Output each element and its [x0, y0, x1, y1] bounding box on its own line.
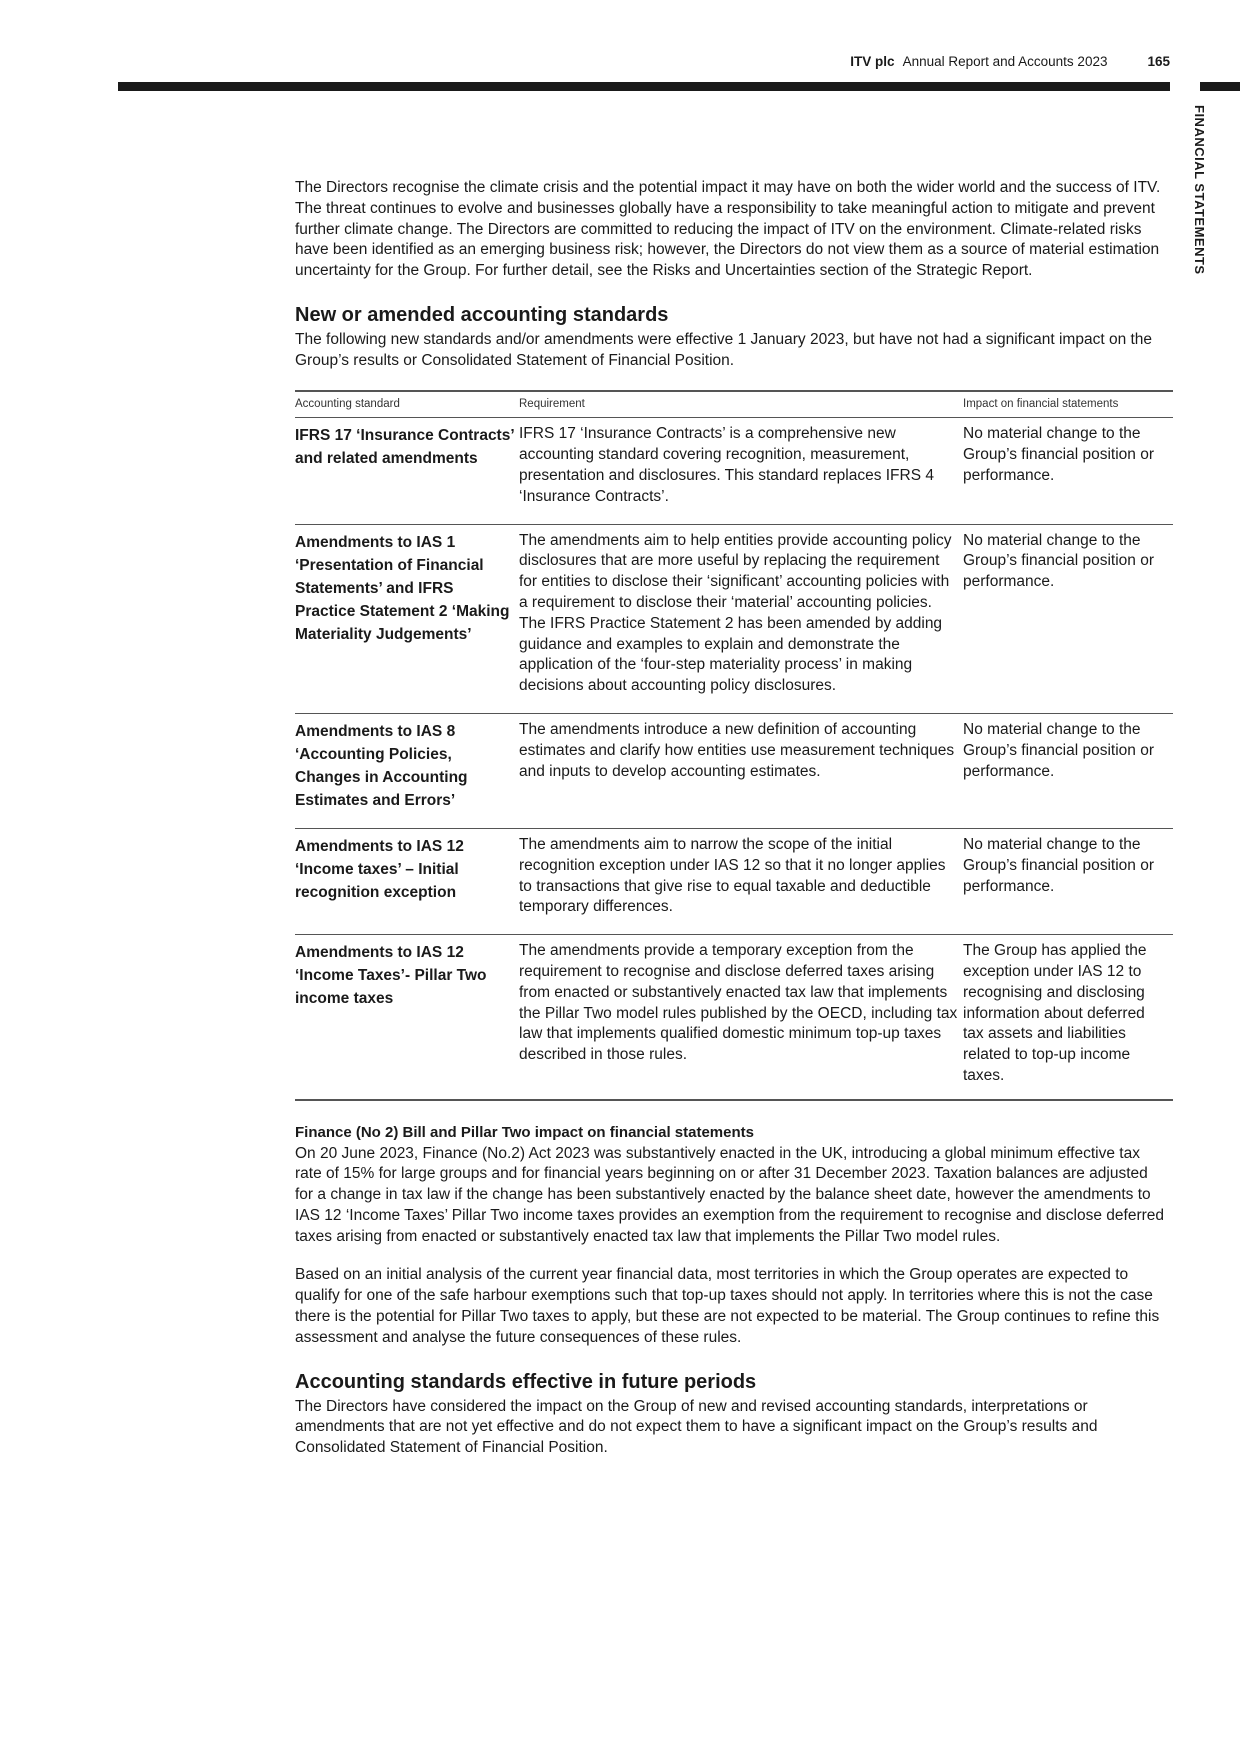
future-standards-paragraph: The Directors have considered the impact on the Group of new and revised accounting standards, interpretations or amendments that are not yet effective and do not expect them to have a significant impact on the Group’s results and Consolidated Statement of Financial Position. [295, 1397, 1098, 1457]
impact-cell: No material change to the Group’s financial position or performance. [963, 828, 1173, 934]
future-standards-heading: Accounting standards effective in future periods [295, 1370, 757, 1393]
pillar-two-heading: Finance (No 2) Bill and Pillar Two impact on financial statements [295, 1123, 754, 1141]
page-number: 165 [1147, 54, 1170, 69]
standard-cell: Amendments to IAS 1 ‘Presentation of Financial Statements’ and IFRS Practice Statement 2 ‘Making Materiality Judgements’ [295, 524, 519, 713]
report-title: Annual Report and Accounts 2023 [902, 54, 1108, 69]
column-header-impact: Impact on financial statements [963, 391, 1173, 418]
section-tab-rule [1200, 82, 1240, 91]
table-row [295, 828, 1173, 934]
standards-table [295, 390, 1173, 1101]
standard-cell: Amendments to IAS 8 ‘Accounting Policies, Changes in Accounting Estimates and Errors’ [295, 713, 519, 828]
main-content [295, 178, 1165, 1459]
pillar-two-paragraph-2: Based on an initial analysis of the current year financial data, most territories in which the Group operates are expected to qualify for one of the safe harbour exemptions such that top-up taxes should not apply. In territories where this is not the case there is the potential for Pillar Two taxes to apply, but these are not expected to be material. The Group continues to refine this assessment and analyse the future consequences of these rules. [295, 1266, 1160, 1346]
column-header-standard: Accounting standard [295, 391, 519, 418]
standard-cell: Amendments to IAS 12 ‘Income taxes’ – Initial recognition exception [295, 828, 519, 934]
requirement-cell: IFRS 17 ‘Insurance Contracts’ is a comprehensive new accounting standard covering recognition, measurement, presentation and disclosures. This standard replaces IFRS 4 ‘Insurance Contracts’. [519, 418, 963, 524]
standard-cell: Amendments to IAS 12 ‘Income Taxes’- Pillar Two income taxes [295, 935, 519, 1100]
impact-cell: No material change to the Group’s financial position or performance. [963, 418, 1173, 524]
pillar-two-section [295, 1123, 1165, 1349]
column-header-requirement: Requirement [519, 391, 963, 418]
impact-cell: The Group has applied the exception under IAS 12 to recognising and disclosing information about deferred tax assets and liabilities related to top-up income taxes. [963, 935, 1173, 1100]
table-header-row [295, 391, 1173, 418]
requirement-cell: The amendments introduce a new definition of accounting estimates and clarify how entities use measurement techniques and inputs to develop accounting estimates. [519, 713, 963, 828]
requirement-cell: The amendments aim to narrow the scope of the initial recognition exception under IAS 12 so that it no longer applies to transactions that give rise to equal taxable and deductible temporary differences. [519, 828, 963, 934]
standard-cell: IFRS 17 ‘Insurance Contracts’ and related amendments [295, 418, 519, 524]
impact-cell: No material change to the Group’s financial position or performance. [963, 524, 1173, 713]
header-rule [118, 82, 1170, 91]
table-row [295, 713, 1173, 828]
new-standards-intro: The following new standards and/or amendments were effective 1 January 2023, but have not had a significant impact on the Group’s results or Consolidated Statement of Financial Position. [295, 330, 1153, 369]
table-row [295, 935, 1173, 1100]
impact-cell: No material change to the Group’s financial position or performance. [963, 713, 1173, 828]
table-row [295, 418, 1173, 524]
new-standards-heading: New or amended accounting standards [295, 303, 669, 326]
requirement-cell: The amendments aim to help entities provide accounting policy disclosures that are more useful by replacing the requirement for entities to disclose their ‘significant’ accounting policies with a requirement to disclose their ‘material’ accounting policies. The IFRS Practice Statement 2 has been amended by adding guidance and examples to explain and demonstrate the application of the ‘four-step materiality process’ in making decisions about accounting policy disclosures. [519, 524, 963, 713]
pillar-two-paragraph-1: On 20 June 2023, Finance (No.2) Act 2023 was substantively enacted in the UK, introducing a global minimum effective tax rate of 15% for large groups and for financial years beginning on or after 31 December 2023. Taxation balances are adjusted for a change in tax law if the change has been substantively enacted by the balance sheet date, however the amendments to IAS 12 ‘Income Taxes’ Pillar Two income taxes provides an exemption from the requirement to recognise and disclose deferred taxes arising from enacted or substantively enacted tax law that implements the Pillar Two model rules. [295, 1144, 1165, 1245]
page-header [850, 54, 1170, 69]
requirement-cell: The amendments provide a temporary exception from the requirement to recognise and disclose deferred taxes arising from enacted or substantively enacted tax law that implements the Pillar Two model rules published by the OECD, including tax law that implements qualified domestic minimum top-up taxes described in those rules. [519, 935, 963, 1100]
section-side-label: FINANCIAL STATEMENTS [1192, 105, 1207, 275]
intro-paragraph: The Directors recognise the climate crisis and the potential impact it may have on both the wider world and the success of ITV. The threat continues to evolve and businesses globally have a responsibility to take meaningful action to mitigate and prevent further climate change. The Directors are committed to reducing the impact of ITV on the environment. Climate-related risks have been identified as an emerging business risk; however, the Directors do not view them as a source of material estimation uncertainty for the Group. For further detail, see the Risks and Uncertainties section of the Strategic Report. [295, 179, 1161, 280]
table-row [295, 524, 1173, 713]
brand-name: ITV plc [850, 54, 895, 69]
